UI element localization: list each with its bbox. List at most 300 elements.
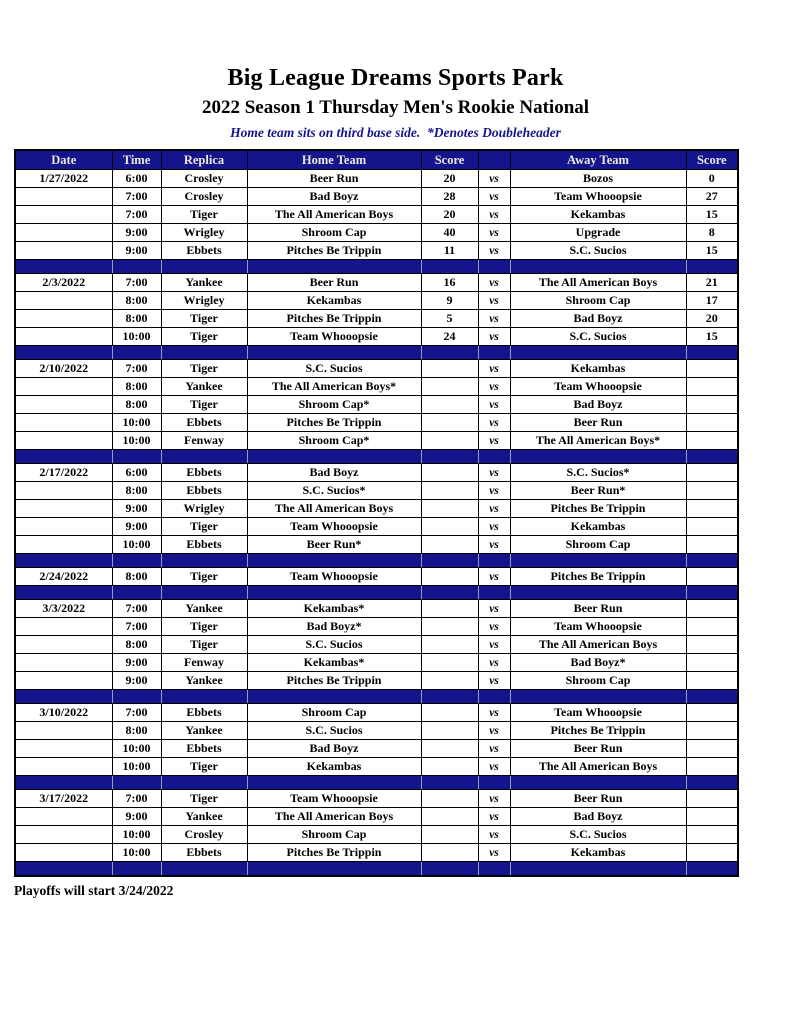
game-row xyxy=(15,242,738,260)
away-score-cell: 17 xyxy=(686,292,738,310)
vs-cell: vs xyxy=(478,310,510,328)
away-score-cell xyxy=(686,808,738,826)
separator-row xyxy=(15,690,738,704)
vs-cell: vs xyxy=(478,378,510,396)
separator-cell xyxy=(686,450,738,464)
replica-cell: Ebbets xyxy=(161,740,247,758)
vs-cell: vs xyxy=(478,636,510,654)
vs-cell: vs xyxy=(478,292,510,310)
separator-cell xyxy=(112,554,161,568)
home-team-cell: S.C. Sucios xyxy=(247,360,421,378)
vs-cell: vs xyxy=(478,500,510,518)
away-score-cell xyxy=(686,536,738,554)
separator-cell xyxy=(247,776,421,790)
replica-cell: Tiger xyxy=(161,518,247,536)
separator-cell xyxy=(15,346,112,360)
time-cell: 7:00 xyxy=(112,600,161,618)
game-row xyxy=(15,600,738,618)
page-header xyxy=(0,0,791,141)
home-score-cell xyxy=(421,600,478,618)
separator-cell xyxy=(15,554,112,568)
date-cell xyxy=(15,722,112,740)
time-cell: 8:00 xyxy=(112,310,161,328)
away-team-cell: Kekambas xyxy=(510,518,686,536)
separator-cell xyxy=(421,776,478,790)
separator-cell xyxy=(421,554,478,568)
page-tagline: Home team sits on third base side. *Denotes Doubleheader xyxy=(230,125,561,140)
away-team-cell: Pitches Be Trippin xyxy=(510,568,686,586)
game-row xyxy=(15,636,738,654)
away-score-cell xyxy=(686,826,738,844)
col-header-home-score: Score xyxy=(421,150,478,170)
vs-cell: vs xyxy=(478,600,510,618)
game-row xyxy=(15,618,738,636)
away-team-cell: Kekambas xyxy=(510,360,686,378)
date-cell xyxy=(15,518,112,536)
vs-cell: vs xyxy=(478,722,510,740)
home-team-cell: Kekambas* xyxy=(247,654,421,672)
separator-cell xyxy=(421,586,478,600)
time-cell: 9:00 xyxy=(112,500,161,518)
away-team-cell: Upgrade xyxy=(510,224,686,242)
home-team-cell: Team Whooopsie xyxy=(247,518,421,536)
separator-cell xyxy=(161,690,247,704)
time-cell: 7:00 xyxy=(112,704,161,722)
away-score-cell xyxy=(686,432,738,450)
game-row xyxy=(15,844,738,862)
time-cell: 10:00 xyxy=(112,328,161,346)
game-row xyxy=(15,740,738,758)
away-score-cell: 21 xyxy=(686,274,738,292)
separator-cell xyxy=(421,862,478,877)
vs-cell: vs xyxy=(478,482,510,500)
away-score-cell xyxy=(686,844,738,862)
home-team-cell: Kekambas* xyxy=(247,600,421,618)
away-score-cell: 15 xyxy=(686,328,738,346)
time-cell: 7:00 xyxy=(112,274,161,292)
replica-cell: Tiger xyxy=(161,396,247,414)
time-cell: 7:00 xyxy=(112,790,161,808)
separator-cell xyxy=(421,346,478,360)
home-team-cell: S.C. Sucios* xyxy=(247,482,421,500)
home-score-cell xyxy=(421,518,478,536)
vs-cell: vs xyxy=(478,396,510,414)
home-team-cell: Pitches Be Trippin xyxy=(247,672,421,690)
home-team-cell: The All American Boys* xyxy=(247,378,421,396)
date-cell: 3/10/2022 xyxy=(15,704,112,722)
separator-cell xyxy=(478,554,510,568)
separator-cell xyxy=(15,776,112,790)
game-row xyxy=(15,482,738,500)
replica-cell: Tiger xyxy=(161,360,247,378)
home-score-cell: 9 xyxy=(421,292,478,310)
home-team-cell: Team Whooopsie xyxy=(247,568,421,586)
away-score-cell xyxy=(686,414,738,432)
date-cell xyxy=(15,482,112,500)
home-team-cell: The All American Boys xyxy=(247,808,421,826)
separator-cell xyxy=(112,862,161,877)
separator-cell xyxy=(478,346,510,360)
time-cell: 8:00 xyxy=(112,722,161,740)
home-team-cell: Shroom Cap* xyxy=(247,396,421,414)
home-score-cell: 24 xyxy=(421,328,478,346)
vs-cell: vs xyxy=(478,654,510,672)
home-score-cell xyxy=(421,790,478,808)
away-score-cell: 20 xyxy=(686,310,738,328)
home-score-cell xyxy=(421,758,478,776)
away-team-cell: The All American Boys* xyxy=(510,432,686,450)
away-team-cell: Beer Run xyxy=(510,740,686,758)
time-cell: 7:00 xyxy=(112,188,161,206)
date-cell xyxy=(15,310,112,328)
game-row xyxy=(15,500,738,518)
game-row xyxy=(15,790,738,808)
away-team-cell: Shroom Cap xyxy=(510,292,686,310)
separator-cell xyxy=(161,450,247,464)
separator-cell xyxy=(686,862,738,877)
home-team-cell: Shroom Cap xyxy=(247,224,421,242)
away-score-cell: 0 xyxy=(686,170,738,188)
time-cell: 9:00 xyxy=(112,672,161,690)
date-cell: 1/27/2022 xyxy=(15,170,112,188)
date-cell xyxy=(15,808,112,826)
time-cell: 9:00 xyxy=(112,518,161,536)
replica-cell: Tiger xyxy=(161,790,247,808)
away-score-cell: 15 xyxy=(686,242,738,260)
time-cell: 8:00 xyxy=(112,636,161,654)
replica-cell: Ebbets xyxy=(161,536,247,554)
game-row xyxy=(15,722,738,740)
away-score-cell xyxy=(686,568,738,586)
away-score-cell xyxy=(686,672,738,690)
game-row xyxy=(15,704,738,722)
vs-cell: vs xyxy=(478,758,510,776)
home-team-cell: Team Whooopsie xyxy=(247,790,421,808)
game-row xyxy=(15,378,738,396)
separator-cell xyxy=(686,260,738,274)
home-score-cell xyxy=(421,482,478,500)
away-team-cell: Shroom Cap xyxy=(510,672,686,690)
vs-cell: vs xyxy=(478,518,510,536)
time-cell: 9:00 xyxy=(112,224,161,242)
replica-cell: Crosley xyxy=(161,170,247,188)
replica-cell: Ebbets xyxy=(161,414,247,432)
game-row xyxy=(15,568,738,586)
col-header-replica: Replica xyxy=(161,150,247,170)
time-cell: 6:00 xyxy=(112,464,161,482)
replica-cell: Tiger xyxy=(161,568,247,586)
replica-cell: Tiger xyxy=(161,636,247,654)
away-score-cell: 27 xyxy=(686,188,738,206)
replica-cell: Tiger xyxy=(161,310,247,328)
replica-cell: Tiger xyxy=(161,206,247,224)
vs-cell: vs xyxy=(478,464,510,482)
away-score-cell xyxy=(686,758,738,776)
vs-cell: vs xyxy=(478,188,510,206)
time-cell: 10:00 xyxy=(112,740,161,758)
away-score-cell: 8 xyxy=(686,224,738,242)
replica-cell: Yankee xyxy=(161,378,247,396)
home-team-cell: Kekambas xyxy=(247,758,421,776)
away-team-cell: S.C. Sucios* xyxy=(510,464,686,482)
separator-cell xyxy=(161,346,247,360)
time-cell: 8:00 xyxy=(112,292,161,310)
home-score-cell xyxy=(421,360,478,378)
schedule-table xyxy=(14,149,739,877)
home-score-cell xyxy=(421,808,478,826)
separator-cell xyxy=(478,450,510,464)
separator-cell xyxy=(247,862,421,877)
separator-cell xyxy=(112,690,161,704)
away-team-cell: The All American Boys xyxy=(510,274,686,292)
replica-cell: Yankee xyxy=(161,274,247,292)
home-score-cell: 11 xyxy=(421,242,478,260)
table-head xyxy=(15,150,738,170)
game-row xyxy=(15,292,738,310)
header-row xyxy=(15,150,738,170)
game-row xyxy=(15,396,738,414)
replica-cell: Ebbets xyxy=(161,844,247,862)
home-score-cell xyxy=(421,432,478,450)
separator-cell xyxy=(421,260,478,274)
home-score-cell xyxy=(421,618,478,636)
away-team-cell: The All American Boys xyxy=(510,636,686,654)
away-score-cell xyxy=(686,618,738,636)
replica-cell: Yankee xyxy=(161,672,247,690)
date-cell xyxy=(15,636,112,654)
separator-cell xyxy=(510,586,686,600)
separator-cell xyxy=(112,586,161,600)
game-row xyxy=(15,414,738,432)
home-score-cell: 20 xyxy=(421,170,478,188)
date-cell xyxy=(15,396,112,414)
separator-cell xyxy=(247,346,421,360)
replica-cell: Fenway xyxy=(161,654,247,672)
time-cell: 7:00 xyxy=(112,206,161,224)
separator-cell xyxy=(15,450,112,464)
replica-cell: Yankee xyxy=(161,722,247,740)
home-score-cell: 40 xyxy=(421,224,478,242)
away-team-cell: Bad Boyz* xyxy=(510,654,686,672)
home-score-cell xyxy=(421,740,478,758)
away-team-cell: S.C. Sucios xyxy=(510,826,686,844)
home-team-cell: Pitches Be Trippin xyxy=(247,844,421,862)
separator-row xyxy=(15,586,738,600)
separator-row xyxy=(15,346,738,360)
vs-cell: vs xyxy=(478,704,510,722)
vs-cell: vs xyxy=(478,672,510,690)
home-team-cell: Bad Boyz xyxy=(247,740,421,758)
away-score-cell xyxy=(686,482,738,500)
separator-cell xyxy=(161,862,247,877)
home-team-cell: Beer Run xyxy=(247,274,421,292)
date-cell xyxy=(15,242,112,260)
away-team-cell: Shroom Cap xyxy=(510,536,686,554)
away-score-cell xyxy=(686,600,738,618)
date-cell xyxy=(15,672,112,690)
time-cell: 7:00 xyxy=(112,618,161,636)
home-score-cell xyxy=(421,722,478,740)
game-row xyxy=(15,826,738,844)
date-cell: 2/24/2022 xyxy=(15,568,112,586)
date-cell xyxy=(15,292,112,310)
home-team-cell: Pitches Be Trippin xyxy=(247,310,421,328)
vs-cell: vs xyxy=(478,170,510,188)
away-score-cell xyxy=(686,704,738,722)
home-score-cell xyxy=(421,844,478,862)
separator-cell xyxy=(478,260,510,274)
game-row xyxy=(15,432,738,450)
home-score-cell xyxy=(421,414,478,432)
separator-cell xyxy=(421,690,478,704)
away-team-cell: Team Whooopsie xyxy=(510,618,686,636)
vs-cell: vs xyxy=(478,360,510,378)
game-row xyxy=(15,274,738,292)
separator-cell xyxy=(478,690,510,704)
home-score-cell xyxy=(421,672,478,690)
home-team-cell: Pitches Be Trippin xyxy=(247,414,421,432)
date-cell xyxy=(15,414,112,432)
home-team-cell: Bad Boyz* xyxy=(247,618,421,636)
col-header-home-team: Home Team xyxy=(247,150,421,170)
away-team-cell: Team Whooopsie xyxy=(510,704,686,722)
separator-cell xyxy=(15,586,112,600)
separator-cell xyxy=(478,586,510,600)
away-team-cell: S.C. Sucios xyxy=(510,242,686,260)
home-score-cell xyxy=(421,536,478,554)
replica-cell: Ebbets xyxy=(161,464,247,482)
away-team-cell: The All American Boys xyxy=(510,758,686,776)
home-score-cell xyxy=(421,378,478,396)
away-team-cell: Bad Boyz xyxy=(510,396,686,414)
time-cell: 10:00 xyxy=(112,414,161,432)
home-team-cell: Beer Run* xyxy=(247,536,421,554)
time-cell: 9:00 xyxy=(112,654,161,672)
date-cell: 3/17/2022 xyxy=(15,790,112,808)
replica-cell: Crosley xyxy=(161,826,247,844)
separator-cell xyxy=(15,260,112,274)
away-team-cell: Beer Run xyxy=(510,600,686,618)
time-cell: 8:00 xyxy=(112,568,161,586)
separator-cell xyxy=(686,346,738,360)
away-team-cell: Beer Run xyxy=(510,414,686,432)
date-cell xyxy=(15,224,112,242)
game-row xyxy=(15,310,738,328)
separator-cell xyxy=(686,776,738,790)
separator-cell xyxy=(247,586,421,600)
separator-cell xyxy=(15,690,112,704)
away-score-cell xyxy=(686,654,738,672)
game-row xyxy=(15,518,738,536)
home-score-cell: 28 xyxy=(421,188,478,206)
game-row xyxy=(15,808,738,826)
separator-cell xyxy=(112,450,161,464)
separator-cell xyxy=(686,586,738,600)
replica-cell: Ebbets xyxy=(161,482,247,500)
away-score-cell xyxy=(686,636,738,654)
home-team-cell: The All American Boys xyxy=(247,500,421,518)
game-row xyxy=(15,654,738,672)
home-team-cell: Bad Boyz xyxy=(247,188,421,206)
time-cell: 10:00 xyxy=(112,536,161,554)
col-header-time: Time xyxy=(112,150,161,170)
game-row xyxy=(15,360,738,378)
date-cell xyxy=(15,844,112,862)
separator-row xyxy=(15,776,738,790)
game-row xyxy=(15,758,738,776)
replica-cell: Wrigley xyxy=(161,500,247,518)
date-cell xyxy=(15,618,112,636)
game-row xyxy=(15,224,738,242)
date-cell: 2/17/2022 xyxy=(15,464,112,482)
home-score-cell xyxy=(421,568,478,586)
home-team-cell: Shroom Cap xyxy=(247,826,421,844)
replica-cell: Tiger xyxy=(161,328,247,346)
vs-cell: vs xyxy=(478,242,510,260)
date-cell xyxy=(15,328,112,346)
vs-cell: vs xyxy=(478,826,510,844)
replica-cell: Ebbets xyxy=(161,242,247,260)
home-score-cell xyxy=(421,464,478,482)
separator-cell xyxy=(161,554,247,568)
vs-cell: vs xyxy=(478,328,510,346)
col-header-date: Date xyxy=(15,150,112,170)
time-cell: 9:00 xyxy=(112,242,161,260)
vs-cell: vs xyxy=(478,206,510,224)
date-cell xyxy=(15,758,112,776)
away-team-cell: Bad Boyz xyxy=(510,310,686,328)
separator-row xyxy=(15,554,738,568)
away-team-cell: Pitches Be Trippin xyxy=(510,500,686,518)
date-cell: 3/3/2022 xyxy=(15,600,112,618)
separator-cell xyxy=(112,260,161,274)
date-cell xyxy=(15,378,112,396)
home-team-cell: S.C. Sucios xyxy=(247,636,421,654)
home-score-cell: 5 xyxy=(421,310,478,328)
separator-cell xyxy=(161,260,247,274)
home-team-cell: Bad Boyz xyxy=(247,464,421,482)
separator-row xyxy=(15,450,738,464)
vs-cell: vs xyxy=(478,740,510,758)
away-score-cell xyxy=(686,378,738,396)
separator-cell xyxy=(510,690,686,704)
date-cell xyxy=(15,536,112,554)
separator-cell xyxy=(510,862,686,877)
time-cell: 8:00 xyxy=(112,396,161,414)
date-cell xyxy=(15,188,112,206)
away-score-cell xyxy=(686,518,738,536)
replica-cell: Wrigley xyxy=(161,224,247,242)
home-team-cell: S.C. Sucios xyxy=(247,722,421,740)
col-header-vs xyxy=(478,150,510,170)
replica-cell: Yankee xyxy=(161,600,247,618)
away-team-cell: Beer Run xyxy=(510,790,686,808)
separator-cell xyxy=(510,554,686,568)
home-score-cell: 16 xyxy=(421,274,478,292)
game-row xyxy=(15,672,738,690)
away-team-cell: Kekambas xyxy=(510,206,686,224)
away-team-cell: Team Whooopsie xyxy=(510,188,686,206)
home-score-cell xyxy=(421,500,478,518)
home-score-cell xyxy=(421,396,478,414)
time-cell: 10:00 xyxy=(112,432,161,450)
vs-cell: vs xyxy=(478,432,510,450)
playoffs-note: Playoffs will start 3/24/2022 xyxy=(14,883,174,898)
vs-cell: vs xyxy=(478,568,510,586)
game-row xyxy=(15,464,738,482)
home-team-cell: Kekambas xyxy=(247,292,421,310)
home-score-cell xyxy=(421,654,478,672)
